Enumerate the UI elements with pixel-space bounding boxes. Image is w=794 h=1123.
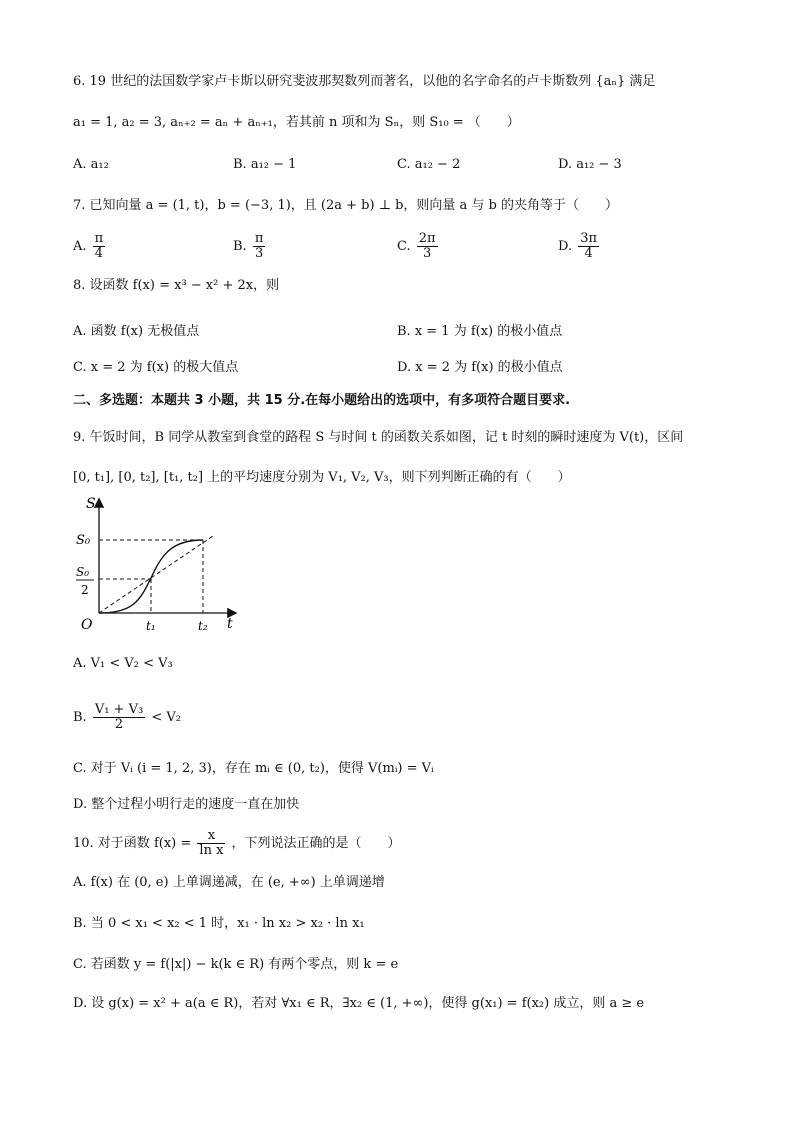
q7-option-b-label: B. (233, 239, 247, 254)
q7-option-b-num: π (254, 231, 264, 246)
q7-option-b (233, 232, 267, 261)
q9-secant-line (99, 536, 213, 613)
q7-option-d-num: 3π (580, 231, 598, 246)
q9-half-num: S₀ (76, 565, 90, 579)
q6-option-c: C. a₁₂ − 2 (397, 157, 461, 172)
q7-option-d-label: D. (558, 239, 573, 254)
q10-stem-post: ，下列说法正确的是（ ） (231, 836, 401, 851)
q7-option-c-num: 2π (418, 231, 436, 246)
q9-origin-label: O (81, 617, 93, 633)
q9-t2-label: t₂ (198, 619, 208, 633)
q9-option-d: D. 整个过程小明行走的速度一直在加快 (73, 797, 300, 812)
q7-option-c-fraction (417, 232, 438, 261)
q7-option-b-fraction (253, 232, 266, 261)
q8-option-a: A. 函数 f(x) 无极值点 (73, 324, 200, 339)
q9-y-axis-label: S (86, 496, 96, 512)
q9-option-b (73, 703, 181, 732)
q10-stem-den: ln x (199, 843, 224, 858)
q9-t1-label: t₁ (146, 619, 156, 633)
q6-stem-line1: 6. 19 世纪的法国数学家卢卡斯以研究斐波那契数列而著名，以他的名字命名的卢卡斯数列 {aₙ} 满足 (73, 74, 656, 89)
q10-stem-pre: 10. 对于函数 f(x) = (73, 836, 192, 851)
q9-option-c: C. 对于 Vᵢ (i = 1, 2, 3)，存在 mᵢ ∈ (0, t₂)，使得 V(mᵢ) = Vᵢ (73, 761, 434, 776)
q9-stem-line1: 9. 午饭时间，B 同学从教室到食堂的路程 S 与时间 t 的函数关系如图，记 t 时刻的瞬时速度为 V(t)，区间 (73, 430, 684, 445)
q8-option-b: B. x = 1 为 f(x) 的极小值点 (397, 324, 563, 339)
q9-option-b-den: 2 (114, 717, 124, 732)
q9-x-axis-label: t (227, 616, 233, 632)
q6-option-a: A. a₁₂ (73, 157, 109, 172)
q10-stem (73, 829, 401, 858)
q9-half-den: 2 (81, 583, 89, 597)
q7-option-a-fraction (93, 232, 106, 261)
q7-option-c (397, 232, 440, 261)
q9-distance-time-graph (72, 492, 242, 644)
q10-stem-fraction (197, 829, 225, 858)
q9-option-b-label: B. (73, 710, 87, 725)
q10-option-d: D. 设 g(x) = x² + a(a ∈ R)，若对 ∀x₁ ∈ R，∃x₂ ∈ (1, +∞)，使得 g(x₁) = f(x₂) 成立，则 a ≥ e (73, 996, 645, 1011)
q8-stem: 8. 设函数 f(x) = x³ − x² + 2x，则 (73, 278, 280, 293)
q9-s0-label: S₀ (76, 533, 91, 548)
section-header-multiple-choice: 二、多选题：本题共 3 小题，共 15 分.在每小题给出的选项中，有多项符合题目要求. (73, 393, 571, 408)
q7-option-d (558, 232, 601, 261)
q7-option-a (73, 232, 107, 261)
q7-option-d-den: 4 (584, 246, 593, 261)
q7-option-a-label: A. (73, 239, 87, 254)
q9-graph-svg (72, 492, 242, 640)
q8-option-d: D. x = 2 为 f(x) 的极小值点 (397, 360, 563, 375)
q10-option-c: C. 若函数 y = f(|x|) − k(k ∈ R) 有两个零点，则 k = e (73, 957, 399, 972)
q8-option-c: C. x = 2 为 f(x) 的极大值点 (73, 360, 239, 375)
q7-option-b-den: 3 (254, 246, 264, 261)
q6-option-d: D. a₁₂ − 3 (558, 157, 622, 172)
q9-option-b-tail: < V₂ (151, 710, 181, 725)
q7-option-c-den: 3 (423, 246, 432, 261)
q7-option-a-den: 4 (94, 246, 104, 261)
q9-stem-line2: [0, t₁], [0, t₂], [t₁, t₂] 上的平均速度分别为 V₁, V₂, V₃，则下列判断正确的有（ ） (73, 470, 571, 485)
q9-option-a: A. V₁ < V₂ < V₃ (73, 656, 173, 671)
q9-option-b-fraction (93, 703, 145, 732)
q7-option-a-num: π (94, 231, 104, 246)
q6-option-b: B. a₁₂ − 1 (233, 157, 297, 172)
q10-option-a: A. f(x) 在 (0, e) 上单调递减，在 (e, +∞) 上单调递增 (73, 875, 385, 890)
q6-stem-line2: a₁ = 1, a₂ = 3, aₙ₊₂ = aₙ + aₙ₊₁，若其前 n 项和为 Sₙ，则 S₁₀ = （ ） (73, 115, 520, 130)
q7-option-d-fraction (578, 232, 599, 261)
q7-option-c-label: C. (397, 239, 411, 254)
q7-stem: 7. 已知向量 a = (1, t)，b = (−3, 1)，且 (2a + b) ⊥ b，则向量 a 与 b 的夹角等于（ ） (73, 198, 618, 213)
q10-option-b: B. 当 0 < x₁ < x₂ < 1 时，x₁ · ln x₂ > x₂ · ln x₁ (73, 916, 365, 931)
q9-option-b-num: V₁ + V₃ (94, 702, 144, 717)
q10-stem-num: x (197, 829, 225, 844)
